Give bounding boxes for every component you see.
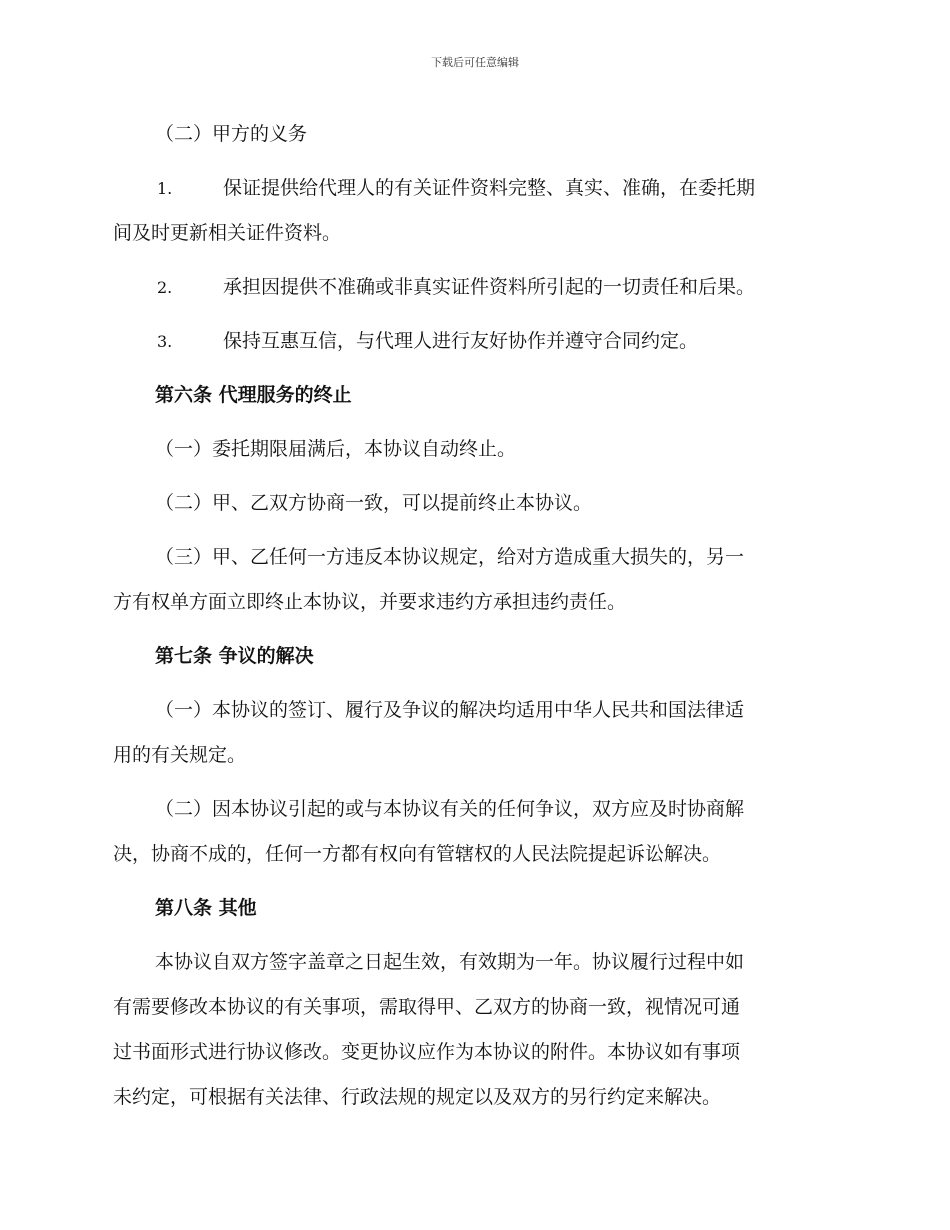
- list-text: 保持互惠互信，与代理人进行友好协作并遵守合同约定。: [223, 330, 699, 352]
- list-number: 3.: [157, 332, 173, 351]
- list-item: [113, 265, 833, 310]
- paragraph-line: 有需要修改本协议的有关事项，需取得甲、乙双方的协商一致，视情况可通: [113, 996, 741, 1018]
- paragraph-line: 过书面形式进行协议修改。变更协议应作为本协议的附件。本协议如有事项: [113, 1041, 741, 1063]
- list-item: [113, 166, 833, 256]
- paragraph: [113, 688, 833, 778]
- article-heading-termination: 第六条 代理服务的终止: [155, 384, 352, 406]
- list-text: 保证提供给代理人的有关证件资料完整、真实、准确，在委托期: [223, 177, 756, 199]
- article-heading-other: 第八条 其他: [155, 897, 257, 919]
- article-heading-dispute-resolution: 第七条 争议的解决: [155, 645, 314, 667]
- paragraph: （一）委托期限届满后，本协议自动终止。: [155, 438, 517, 460]
- paragraph-line: 方有权单方面立即终止本协议，并要求违约方承担违约责任。: [113, 591, 627, 613]
- paragraph: （二）甲、乙双方协商一致，可以提前终止本协议。: [155, 492, 593, 514]
- paragraph-line: 本协议自双方签字盖章之日起生效，有效期为一年。协议履行过程中如: [155, 951, 745, 973]
- paragraph-line: 用的有关规定。: [113, 744, 247, 766]
- paragraph: [113, 940, 833, 1120]
- paragraph-line: 决，协商不成的，任何一方都有权向有管辖权的人民法院提起诉讼解决。: [113, 843, 722, 865]
- paragraph: [113, 787, 833, 877]
- list-text-continuation: 间及时更新相关证件资料。: [113, 222, 342, 244]
- section-title-party-a-obligations: （二）甲方的义务: [155, 123, 308, 145]
- paragraph: [113, 535, 833, 625]
- page-header: 下载后可任意编辑: [431, 56, 519, 69]
- paragraph-line: （三）甲、乙任何一方违反本协议规定，给对方造成重大损失的，另一: [155, 546, 745, 568]
- document-body: [113, 112, 833, 1129]
- list-number: 1.: [157, 179, 173, 198]
- list-text: 承担因提供不准确或非真实证件资料所引起的一切责任和后果。: [223, 276, 756, 298]
- paragraph-line: （二）因本协议引起的或与本协议有关的任何争议，双方应及时协商解: [155, 798, 745, 820]
- list-number: 2.: [157, 278, 173, 297]
- paragraph-line: 未约定，可根据有关法律、行政法规的规定以及双方的另行约定来解决。: [113, 1086, 722, 1108]
- paragraph-line: （一）本协议的签订、履行及争议的解决均适用中华人民共和国法律适: [155, 699, 745, 721]
- list-item: [113, 319, 833, 364]
